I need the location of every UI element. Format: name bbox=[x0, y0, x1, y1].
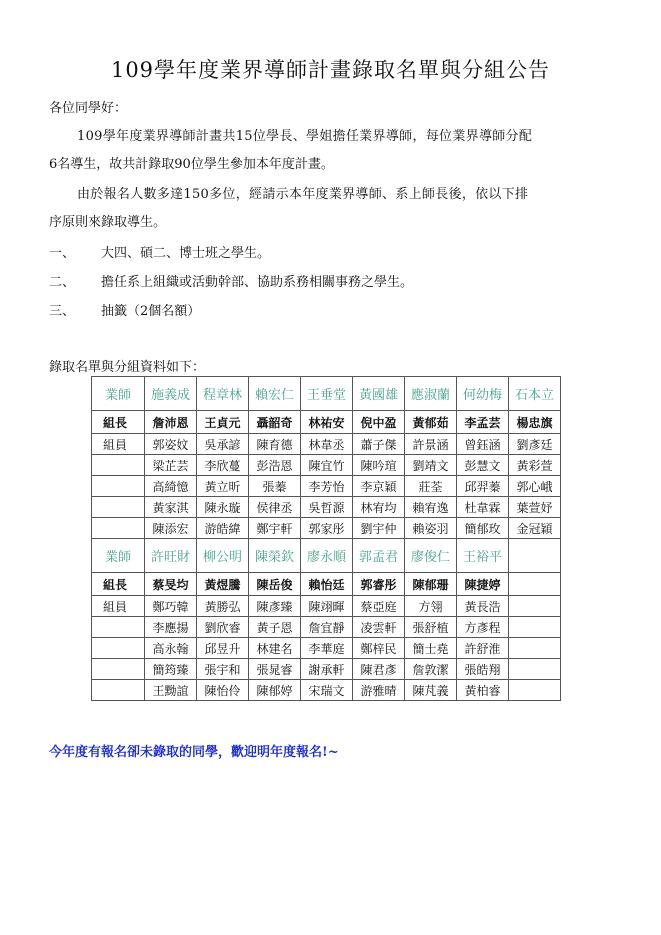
name-cell: 許旺財 bbox=[145, 539, 197, 573]
group-a-member-row-label bbox=[92, 455, 145, 476]
name-cell: 陳郁婷 bbox=[249, 680, 301, 701]
name-cell: 李華庭 bbox=[301, 638, 353, 659]
name-cell: 莊荃 bbox=[405, 476, 457, 497]
name-cell: 李欣蔓 bbox=[197, 455, 249, 476]
group-a-member-row bbox=[92, 434, 561, 455]
group-a-member-row bbox=[92, 455, 561, 476]
name-cell: 許景涵 bbox=[405, 434, 457, 455]
name-cell: 黃彩萱 bbox=[509, 455, 561, 476]
name-cell: 劉靖文 bbox=[405, 455, 457, 476]
name-cell: 蔡旻均 bbox=[145, 573, 197, 596]
group-a-leader-row bbox=[92, 411, 561, 434]
footer-note: 今年度有報名卻未錄取的同學，歡迎明年度報名!~ bbox=[49, 745, 339, 760]
name-cell bbox=[509, 638, 561, 659]
name-cell bbox=[509, 596, 561, 617]
name-cell: 王貞元 bbox=[197, 411, 249, 434]
name-cell: 陳吟瑄 bbox=[353, 455, 405, 476]
group-a-member-row-label: 組員 bbox=[92, 434, 145, 455]
criteria-text: 大四、碩二、博士班之學生。 bbox=[101, 246, 271, 261]
name-cell: 劉宇仲 bbox=[353, 518, 405, 539]
name-cell: 李京穎 bbox=[353, 476, 405, 497]
paragraph-2-line-1: 由於報名人數多達150多位，經請示本年度業界導師、系上師長後，依以下排 bbox=[77, 187, 529, 202]
name-cell: 梁芷芸 bbox=[145, 455, 197, 476]
name-cell: 曾鈺涵 bbox=[457, 434, 509, 455]
name-cell: 張宇和 bbox=[197, 659, 249, 680]
name-cell: 陳榮欽 bbox=[249, 539, 301, 573]
name-cell: 石本立 bbox=[509, 377, 561, 411]
criteria-number: 三、 bbox=[49, 304, 76, 319]
name-cell: 王垂堂 bbox=[301, 377, 353, 411]
group-b-member-row bbox=[92, 617, 561, 638]
name-cell: 陳宜竹 bbox=[301, 455, 353, 476]
name-cell: 黃郁茹 bbox=[405, 411, 457, 434]
criteria-number: 一、 bbox=[49, 246, 76, 261]
name-cell: 李孟芸 bbox=[457, 411, 509, 434]
name-cell: 侯律丞 bbox=[249, 497, 301, 518]
criteria-item-2 bbox=[49, 271, 413, 290]
name-cell: 謝承軒 bbox=[301, 659, 353, 680]
name-cell: 高永翰 bbox=[145, 638, 197, 659]
name-cell: 郭孟君 bbox=[353, 539, 405, 573]
group-b-member-row-label bbox=[92, 680, 145, 701]
name-cell: 黃家淇 bbox=[145, 497, 197, 518]
greeting: 各位同學好： bbox=[49, 101, 128, 116]
name-cell: 陳永璇 bbox=[197, 497, 249, 518]
name-cell: 陳岳俊 bbox=[249, 573, 301, 596]
name-cell: 陳芃義 bbox=[405, 680, 457, 701]
group-a-member-row bbox=[92, 476, 561, 497]
name-cell: 張蓁 bbox=[249, 476, 301, 497]
group-b-member-row-label: 組員 bbox=[92, 596, 145, 617]
name-cell: 方翎 bbox=[405, 596, 457, 617]
name-cell: 黃柏睿 bbox=[457, 680, 509, 701]
name-cell: 何幼梅 bbox=[457, 377, 509, 411]
group-b-member-row bbox=[92, 638, 561, 659]
name-cell: 施義成 bbox=[145, 377, 197, 411]
name-cell: 邱昱升 bbox=[197, 638, 249, 659]
name-cell: 游皓緯 bbox=[197, 518, 249, 539]
name-cell: 葉萱妤 bbox=[509, 497, 561, 518]
group-b-member-row bbox=[92, 680, 561, 701]
name-cell: 宋瑞文 bbox=[301, 680, 353, 701]
name-cell: 詹敦潔 bbox=[405, 659, 457, 680]
name-cell: 黃煜騰 bbox=[197, 573, 249, 596]
name-cell: 高綺憶 bbox=[145, 476, 197, 497]
criteria-item-1 bbox=[49, 242, 270, 261]
name-cell: 陳郁珊 bbox=[405, 573, 457, 596]
paragraph-1-line-1: 109學年度業界導師計畫共15位學長、學姐擔任業界導師，每位業界導師分配 bbox=[77, 129, 533, 144]
criteria-text: 抽籤（2個名額） bbox=[101, 304, 201, 319]
group-a-member-row-label bbox=[92, 497, 145, 518]
name-cell: 簡筠臻 bbox=[145, 659, 197, 680]
criteria-text: 擔任系上組織或活動幹部、協助系務相關事務之學生。 bbox=[101, 275, 414, 290]
group-b-member-row-label bbox=[92, 659, 145, 680]
name-cell: 劉欣睿 bbox=[197, 617, 249, 638]
roster-table bbox=[91, 376, 561, 701]
name-cell: 游雅晴 bbox=[353, 680, 405, 701]
name-cell: 黃國雄 bbox=[353, 377, 405, 411]
name-cell: 王黝誼 bbox=[145, 680, 197, 701]
name-cell bbox=[509, 573, 561, 596]
group-b-member-row-label bbox=[92, 638, 145, 659]
name-cell: 王裕平 bbox=[457, 539, 509, 573]
name-cell: 蕭子傑 bbox=[353, 434, 405, 455]
name-cell: 陳怡伶 bbox=[197, 680, 249, 701]
name-cell: 陳彥臻 bbox=[249, 596, 301, 617]
name-cell: 劉彥廷 bbox=[509, 434, 561, 455]
name-cell: 黃長浩 bbox=[457, 596, 509, 617]
name-cell: 詹沛恩 bbox=[145, 411, 197, 434]
name-cell: 郭姿妏 bbox=[145, 434, 197, 455]
name-cell: 郭家彤 bbox=[301, 518, 353, 539]
name-cell: 張晁睿 bbox=[249, 659, 301, 680]
group-b-member-row bbox=[92, 659, 561, 680]
name-cell: 黃立昕 bbox=[197, 476, 249, 497]
group-b-member-row bbox=[92, 596, 561, 617]
name-cell: 聶韶奇 bbox=[249, 411, 301, 434]
name-cell: 鄭梓民 bbox=[353, 638, 405, 659]
name-cell: 簡士堯 bbox=[405, 638, 457, 659]
name-cell: 賴宥逸 bbox=[405, 497, 457, 518]
name-cell: 蔡亞庭 bbox=[353, 596, 405, 617]
name-cell: 郭心峨 bbox=[509, 476, 561, 497]
name-cell: 吳承諺 bbox=[197, 434, 249, 455]
name-cell: 邱羿蓁 bbox=[457, 476, 509, 497]
name-cell: 李應揚 bbox=[145, 617, 197, 638]
name-cell: 林建名 bbox=[249, 638, 301, 659]
page-title: 109學年度業界導師計畫錄取名單與分組公告 bbox=[110, 58, 551, 82]
group-b-leader-row bbox=[92, 573, 561, 596]
group-a-member-row bbox=[92, 518, 561, 539]
group-b-member-row-label bbox=[92, 617, 145, 638]
name-cell: 許舒淮 bbox=[457, 638, 509, 659]
name-cell: 詹宜靜 bbox=[301, 617, 353, 638]
group-a-leader-row-label: 組長 bbox=[92, 411, 145, 434]
name-cell: 林韋丞 bbox=[301, 434, 353, 455]
name-cell bbox=[509, 617, 561, 638]
name-cell: 凌雲軒 bbox=[353, 617, 405, 638]
group-a-mentor-row bbox=[92, 377, 561, 411]
name-cell: 簡郁玫 bbox=[457, 518, 509, 539]
group-a-member-row bbox=[92, 497, 561, 518]
name-cell: 杜韋霖 bbox=[457, 497, 509, 518]
name-cell: 陳添宏 bbox=[145, 518, 197, 539]
name-cell: 柳公明 bbox=[197, 539, 249, 573]
name-cell: 鄭宇軒 bbox=[249, 518, 301, 539]
name-cell: 程章林 bbox=[197, 377, 249, 411]
name-cell: 廖俊仁 bbox=[405, 539, 457, 573]
paragraph-2-line-2: 序原則來錄取導生。 bbox=[49, 215, 167, 230]
name-cell: 賴怡廷 bbox=[301, 573, 353, 596]
name-cell: 賴姿羽 bbox=[405, 518, 457, 539]
name-cell: 張皓翔 bbox=[457, 659, 509, 680]
group-b-leader-row-label: 組長 bbox=[92, 573, 145, 596]
name-cell bbox=[509, 539, 561, 573]
name-cell: 張舒植 bbox=[405, 617, 457, 638]
name-cell bbox=[509, 659, 561, 680]
name-cell: 郭睿彤 bbox=[353, 573, 405, 596]
paragraph-1-line-2: 6名導生，故共計錄取90位學生參加本年度計畫。 bbox=[49, 157, 334, 172]
group-a-member-row-label bbox=[92, 476, 145, 497]
name-cell: 吳哲源 bbox=[301, 497, 353, 518]
group-a-mentor-row-label: 業師 bbox=[92, 377, 145, 411]
name-cell: 廖永順 bbox=[301, 539, 353, 573]
name-cell: 黃子恩 bbox=[249, 617, 301, 638]
name-cell: 鄭巧韓 bbox=[145, 596, 197, 617]
name-cell: 李芳怡 bbox=[301, 476, 353, 497]
list-intro: 錄取名單與分組資料如下： bbox=[49, 360, 206, 375]
name-cell: 陳君彥 bbox=[353, 659, 405, 680]
criteria-number: 二、 bbox=[49, 275, 76, 290]
name-cell: 楊忠旗 bbox=[509, 411, 561, 434]
name-cell: 黃勝弘 bbox=[197, 596, 249, 617]
name-cell: 彭慧文 bbox=[457, 455, 509, 476]
name-cell: 彭浩恩 bbox=[249, 455, 301, 476]
name-cell: 應淑蘭 bbox=[405, 377, 457, 411]
group-a-member-row-label bbox=[92, 518, 145, 539]
name-cell: 方彥程 bbox=[457, 617, 509, 638]
name-cell: 賴宏仁 bbox=[249, 377, 301, 411]
name-cell bbox=[509, 680, 561, 701]
name-cell: 陳育德 bbox=[249, 434, 301, 455]
name-cell: 林祐安 bbox=[301, 411, 353, 434]
name-cell: 倪中盈 bbox=[353, 411, 405, 434]
name-cell: 陳翊暉 bbox=[301, 596, 353, 617]
criteria-item-3 bbox=[49, 300, 200, 319]
name-cell: 林宥均 bbox=[353, 497, 405, 518]
name-cell: 金冠穎 bbox=[509, 518, 561, 539]
name-cell: 陳捷婷 bbox=[457, 573, 509, 596]
group-b-mentor-row bbox=[92, 539, 561, 573]
group-b-mentor-row-label: 業師 bbox=[92, 539, 145, 573]
